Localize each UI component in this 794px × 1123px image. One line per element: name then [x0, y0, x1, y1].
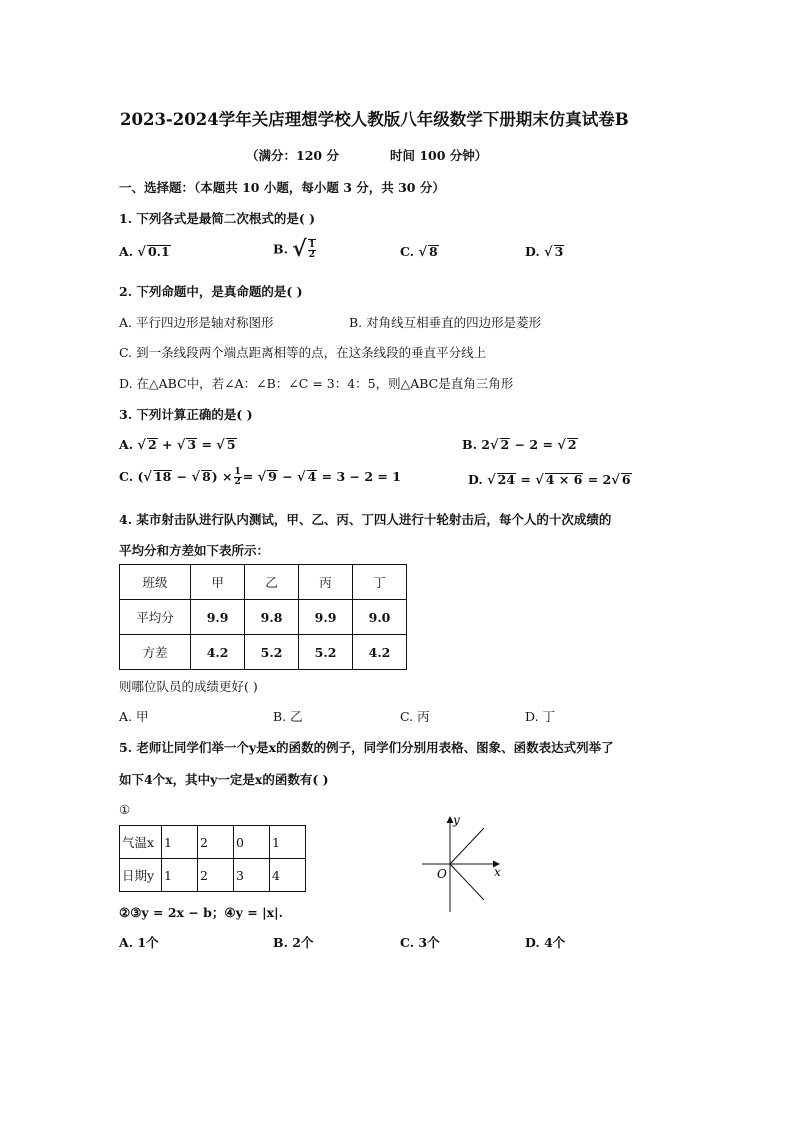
- q5-function-table: [119, 825, 306, 892]
- table-cell: 方差: [120, 635, 191, 670]
- fraction-numerator: 1: [234, 467, 241, 477]
- q5-marker-1: ①: [119, 802, 131, 817]
- time-info: 时间 100 分钟）: [390, 148, 488, 163]
- q4-question: 则哪位队员的成绩更好( ): [119, 679, 258, 694]
- q1-stem: 1. 下列各式是最简二次根式的是( ): [119, 211, 316, 226]
- section-heading: 一、选择题：（本题共 10 小题，每小题 3 分，共 30 分）: [119, 180, 445, 195]
- q4-stem-line1: 4. 某市射击队进行队内测试，甲、乙、丙、丁四人进行十轮射击后，每个人的十次成绩的: [119, 512, 612, 527]
- option-label: B.: [273, 241, 288, 257]
- table-cell: 2: [197, 826, 233, 859]
- radicand: 2: [147, 437, 157, 452]
- q5-function-graph: [418, 812, 518, 916]
- radicand: 3: [554, 244, 564, 259]
- radicand: 24: [497, 472, 516, 487]
- option-label: B.: [462, 437, 477, 452]
- table-cell: 5.2: [299, 635, 353, 670]
- table-cell: 9.8: [245, 600, 299, 635]
- table-cell: 日期y: [120, 859, 162, 892]
- table-cell: 9.9: [191, 600, 245, 635]
- table-cell: 1: [269, 826, 305, 859]
- q4-option-c: C. 丙: [400, 709, 430, 724]
- graph-ray-up: [450, 828, 484, 864]
- q4-stem-line2: 平均分和方差如下表所示：: [119, 543, 270, 558]
- page-title: 2023-2024学年关店理想学校人教版八年级数学下册期末仿真试卷B: [120, 110, 629, 129]
- table-cell: 2: [197, 859, 233, 892]
- radicand: 8: [202, 469, 211, 484]
- table-cell: 9.9: [299, 600, 353, 635]
- coefficient: = 2: [587, 472, 612, 487]
- table-cell: 9.0: [353, 600, 407, 635]
- q3-stem: 3. 下列计算正确的是( ): [119, 407, 253, 422]
- table-cell: 甲: [191, 565, 245, 600]
- q2-option-d: D. 在△ABC中，若∠A：∠B：∠C = 3：4：5，则△ABC是直角三角形: [119, 376, 514, 391]
- option-label: D.: [468, 472, 483, 487]
- option-label: A.: [119, 244, 134, 259]
- q2-stem: 2. 下列命题中，是真命题的是( ): [119, 284, 303, 299]
- option-label: C.: [400, 244, 415, 259]
- table-cell: 气温x: [120, 826, 162, 859]
- table-row: [120, 635, 407, 670]
- fraction-denominator: 2: [308, 249, 316, 260]
- radicand: 3: [187, 437, 197, 452]
- option-label: D.: [525, 244, 540, 259]
- q3-option-b: B. 2√ 2 − 2 = √ 2: [462, 437, 577, 453]
- radicand: 5: [226, 437, 236, 452]
- table-cell: 平均分: [120, 600, 191, 635]
- radicand: 4: [307, 469, 317, 484]
- table-cell: 5.2: [245, 635, 299, 670]
- q3-option-d: D. √ 24 = √ 4 × 6 = 2√ 6: [468, 472, 631, 488]
- table-cell: 乙: [245, 565, 299, 600]
- option-label: C.: [119, 469, 134, 484]
- q1-option-c: C. √ 8: [400, 244, 438, 260]
- radicand: 6: [621, 472, 631, 487]
- fraction-denominator: 2: [234, 477, 241, 487]
- radicand: 18: [153, 469, 172, 484]
- q1-option-b: B. √ $\frac{1}{2}$: [273, 236, 316, 262]
- q5-option-d: D. 4个: [525, 935, 566, 950]
- q5-stem-line1: 5. 老师让同学们举一个y是x的函数的例子，同学们分别用表格、图象、函数表达式列举了: [119, 740, 614, 755]
- q5-option-c: C. 3个: [400, 935, 440, 950]
- radicand: 9: [268, 469, 277, 484]
- q2-option-c: C. 到一条线段两个端点距离相等的点，在这条线段的垂直平分线上: [119, 345, 487, 360]
- radicand: 2: [567, 437, 577, 452]
- coefficient: 2: [481, 437, 490, 452]
- table-cell: 丁: [353, 565, 407, 600]
- table-cell: 4.2: [191, 635, 245, 670]
- middle-term: − 2 =: [514, 437, 553, 452]
- q2-option-b: B. 对角线互相垂直的四边形是菱形: [349, 315, 542, 330]
- score-info: （满分：120 分: [246, 148, 339, 163]
- q1-option-a: A. √ 0.1: [119, 244, 170, 260]
- x-axis-label: x: [494, 865, 501, 879]
- table-row: [120, 826, 306, 859]
- result: = 3 − 2 = 1: [321, 469, 401, 484]
- q3-option-a: A. √ 2 + √ 3 = √ 5: [119, 437, 236, 453]
- q5-option-b: B. 2个: [273, 935, 314, 950]
- table-cell: 班级: [120, 565, 191, 600]
- y-axis-label: y: [453, 813, 460, 827]
- radicand: 8: [429, 244, 438, 259]
- table-cell: 4.2: [353, 635, 407, 670]
- table-cell: 0: [233, 826, 269, 859]
- radicand: 4 × 6: [545, 472, 583, 487]
- table-cell: 1: [161, 826, 197, 859]
- table-cell: 3: [233, 859, 269, 892]
- table-cell: 1: [161, 859, 197, 892]
- q4-option-d: D. 丁: [525, 709, 556, 724]
- q5-option-a: A. 1个: [119, 935, 159, 950]
- q4-option-a: A. 甲: [119, 709, 149, 724]
- table-row: [120, 600, 407, 635]
- table-row: [120, 859, 306, 892]
- q2-option-a: A. 平行四边形是轴对称图形: [119, 315, 274, 330]
- fraction-numerator: 1: [308, 239, 316, 250]
- graph-ray-down: [450, 864, 484, 900]
- radicand: 2: [500, 437, 510, 452]
- radicand: 0.1: [147, 244, 170, 259]
- q3-option-c: C. (√ 18 − √ 8) × $\frac{1}{2}$ = √ 9 − √ 4 = 3 − 2 = 1: [119, 467, 401, 487]
- option-label: A.: [119, 437, 134, 452]
- q5-expressions: ②③y = 2x − b；④y = |x|.: [119, 905, 283, 920]
- table-header-row: [120, 565, 407, 600]
- q5-stem-line2: 如下4个x，其中y一定是x的函数有( ): [119, 772, 329, 787]
- q1-option-d: D. √ 3: [525, 244, 564, 260]
- origin-label: O: [437, 867, 447, 881]
- table-cell: 丙: [299, 565, 353, 600]
- q4-score-table: [119, 564, 407, 670]
- table-cell: 4: [269, 859, 305, 892]
- q4-option-b: B. 乙: [273, 709, 303, 724]
